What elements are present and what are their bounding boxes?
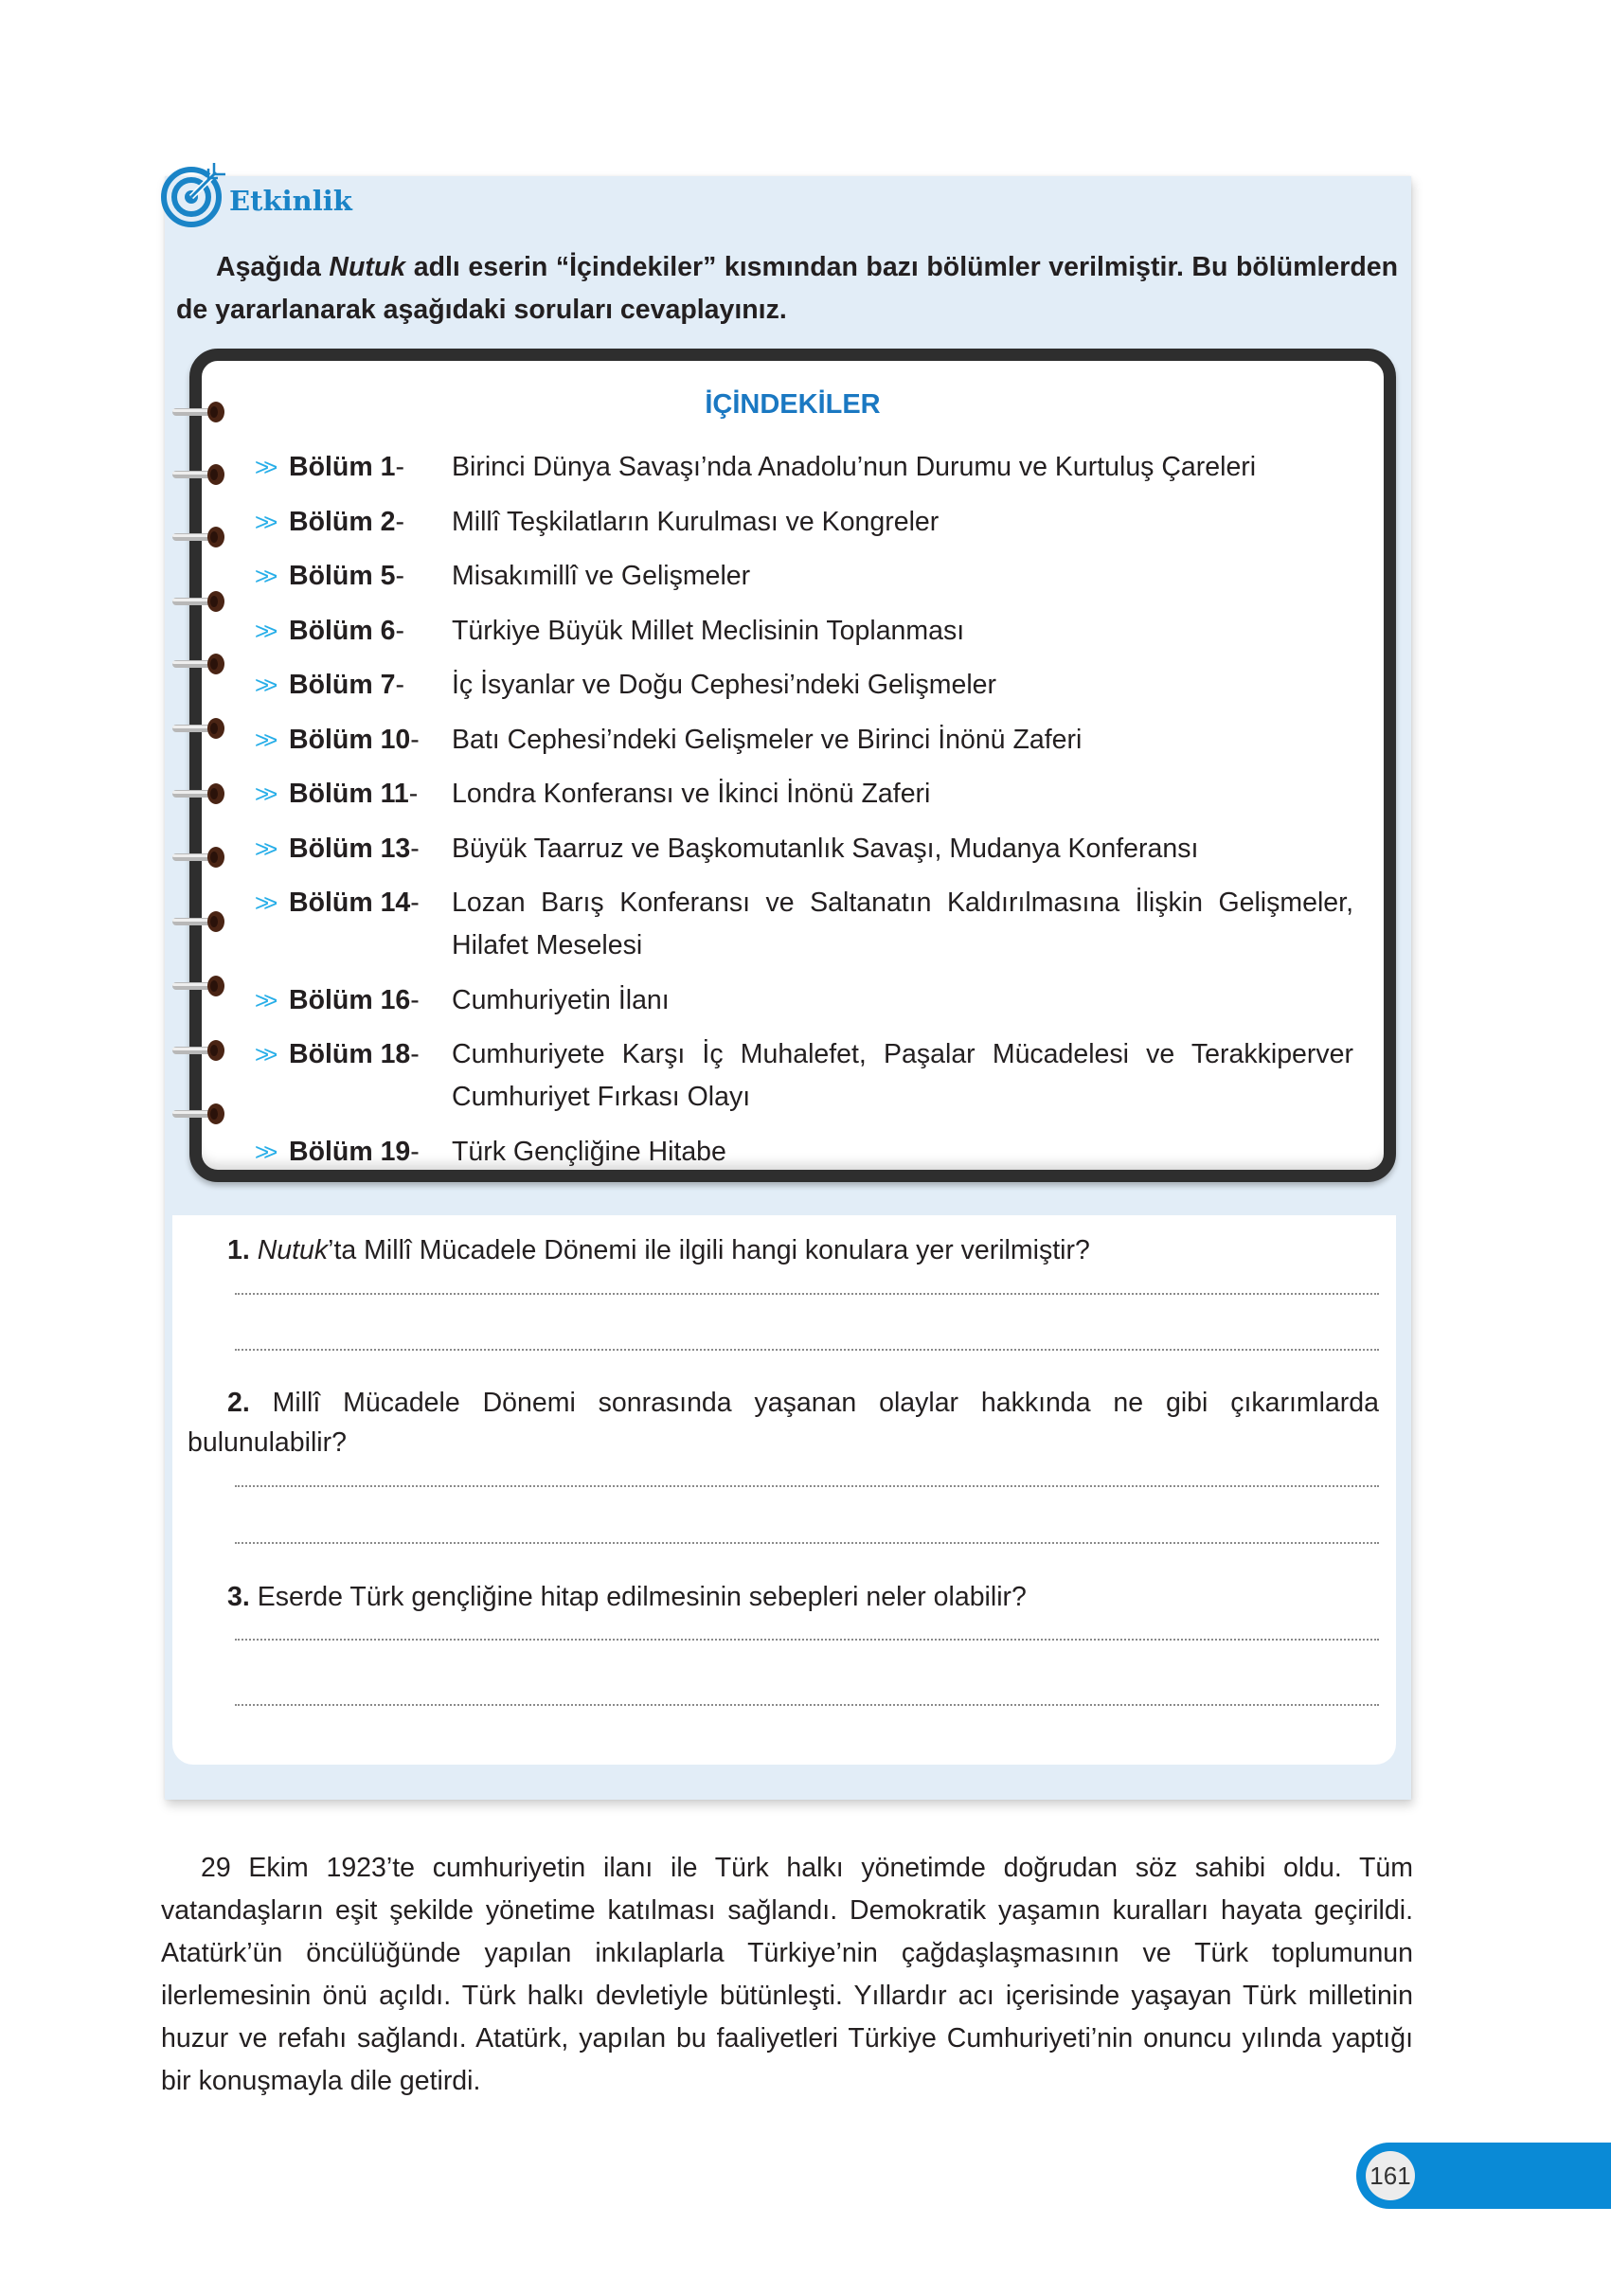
toc-item-title: Misakımillî ve Gelişmeler bbox=[452, 561, 751, 591]
question-italic: Nutuk bbox=[257, 1235, 329, 1265]
answer-line[interactable] bbox=[235, 1542, 1379, 1544]
answer-line[interactable] bbox=[235, 1639, 1379, 1641]
spiral-ring-icon bbox=[172, 400, 229, 424]
toc-title: İÇİNDEKİLER bbox=[705, 389, 881, 420]
spiral-ring-icon bbox=[172, 716, 229, 741]
answer-line[interactable] bbox=[235, 1704, 1379, 1706]
toc-item-number: Bölüm 19 bbox=[289, 1136, 411, 1167]
toc-item-number: Bölüm 5 bbox=[289, 561, 396, 591]
questions-area bbox=[172, 1215, 1396, 1765]
toc-item-title: Lozan Barış Konferansı ve Saltanatın Kaldırılmasına İlişkin Gelişmeler, Hilafet Meselesi bbox=[452, 888, 1353, 960]
activity-badge bbox=[159, 159, 352, 231]
toc-item: >> Bölüm 13- Büyük Taarruz ve Başkomutanlık Savaşı, Mudanya Konferansı bbox=[255, 828, 1353, 870]
toc-item-title: Büyük Taarruz ve Başkomutanlık Savaşı, Mudanya Konferansı bbox=[452, 833, 1199, 864]
toc-item-number: Bölüm 10 bbox=[289, 724, 411, 755]
toc-item-number: Bölüm 11 bbox=[289, 779, 409, 809]
spiral-ring-icon bbox=[172, 974, 229, 998]
intro-book-title: Nutuk bbox=[329, 252, 406, 282]
question-text: ’ta Millî Mücadele Dönemi ile ilgili hangi konulara yer verilmiştir? bbox=[328, 1235, 1090, 1265]
question-2 bbox=[188, 1383, 1379, 1462]
toc-item: >> Bölüm 1- Birinci Dünya Savaşı’nda Anadolu’nun Durumu ve Kurtuluş Çareleri bbox=[255, 446, 1353, 489]
double-chevron-icon: >> bbox=[255, 671, 273, 699]
spiral-ring-icon bbox=[172, 909, 229, 934]
question-text: Eserde Türk gençliğine hitap edilmesinin sebepleri neler olabilir? bbox=[249, 1582, 1027, 1612]
toc-item-title: Cumhuriyete Karşı İç Muhalefet, Paşalar Mücadelesi ve Terakkiperver Cumhuriyet Fırkası Olayı bbox=[452, 1039, 1353, 1112]
toc-item: >> Bölüm 16- Cumhuriyetin İlanı bbox=[255, 979, 1353, 1022]
toc-item-title: Millî Teşkilatların Kurulması ve Kongreler bbox=[452, 506, 940, 537]
toc-item: >> Bölüm 10- Batı Cephesi’ndeki Gelişmeler ve Birinci İnönü Zaferi bbox=[255, 719, 1353, 762]
double-chevron-icon: >> bbox=[255, 888, 273, 917]
spiral-ring-icon bbox=[172, 462, 229, 487]
toc-item: >> Bölüm 5- Misakımillî ve Gelişmeler bbox=[255, 555, 1353, 598]
spiral-ring-icon bbox=[172, 781, 229, 806]
toc-item-title: Türkiye Büyük Millet Meclisinin Toplanması bbox=[452, 615, 965, 646]
toc-item: >> Bölüm 2- Millî Teşkilatların Kurulması ve Kongreler bbox=[255, 501, 1353, 544]
spiral-ring-icon bbox=[172, 845, 229, 870]
toc-item-number: Bölüm 16 bbox=[289, 984, 411, 1015]
answer-line[interactable] bbox=[235, 1485, 1379, 1487]
question-1 bbox=[188, 1230, 1379, 1270]
toc-list bbox=[255, 446, 1353, 1185]
toc-item: >> Bölüm 18- Cumhuriyete Karşı İç Muhalefet, Paşalar Mücadelesi ve Terakkiperver Cumhuriyet Fırkası Olayı bbox=[255, 1033, 1353, 1119]
spiral-ring-icon bbox=[172, 652, 229, 676]
double-chevron-icon: >> bbox=[255, 780, 273, 808]
toc-item: >> Bölüm 11- Londra Konferansı ve İkinci İnönü Zaferi bbox=[255, 773, 1353, 816]
spiral-ring-icon bbox=[172, 1038, 229, 1063]
toc-item-number: Bölüm 1 bbox=[289, 452, 396, 482]
answer-line[interactable] bbox=[235, 1349, 1379, 1351]
double-chevron-icon: >> bbox=[255, 985, 273, 1014]
double-chevron-icon: >> bbox=[255, 834, 273, 863]
double-chevron-icon: >> bbox=[255, 562, 273, 590]
activity-instructions bbox=[176, 246, 1398, 332]
spiral-ring-icon bbox=[172, 525, 229, 549]
toc-item-number: Bölüm 13 bbox=[289, 833, 411, 864]
target-icon bbox=[159, 159, 231, 231]
toc-item-title: İç İsyanlar ve Doğu Cephesi’ndeki Gelişmeler bbox=[452, 670, 997, 700]
body-paragraph-text: 29 Ekim 1923’te cumhuriyetin ilanı ile Türk halkı yönetimde doğrudan söz sahibi oldu. Tüm vatandaşların eşit şekilde yönetime katılması sağlandı. Demokratik yaşamın kuralları hayata geçirildi. Atatürk’ün öncülüğünde yapılan inkılaplarla Türkiye’nin çağdaşlaşmasının ve Türk toplumunun ilerlemesinin önü açıldı. Türk halkı devletiyle bütünleşti. Yıllardır acı içerisinde yaşayan Türk milletinin huzur ve refahı sağlandı. Atatürk, yapılan bu faaliyetleri Türkiye Cumhuriyeti’nin onuncu yılında yaptığı bir konuşmayla dile getirdi. bbox=[161, 1853, 1413, 2096]
double-chevron-icon: >> bbox=[255, 1040, 273, 1068]
toc-item: >> Bölüm 7- İç İsyanlar ve Doğu Cephesi’ndeki Gelişmeler bbox=[255, 664, 1353, 707]
double-chevron-icon: >> bbox=[255, 1137, 273, 1166]
spiral-ring-icon bbox=[172, 589, 229, 614]
answer-line[interactable] bbox=[235, 1293, 1379, 1295]
body-paragraph bbox=[161, 1847, 1413, 2103]
toc-item: >> Bölüm 14- Lozan Barış Konferansı ve Saltanatın Kaldırılmasına İlişkin Gelişmeler, Hilafet Meselesi bbox=[255, 882, 1353, 967]
double-chevron-icon: >> bbox=[255, 725, 273, 754]
toc-item-title: Londra Konferansı ve İkinci İnönü Zaferi bbox=[452, 779, 931, 809]
double-chevron-icon: >> bbox=[255, 507, 273, 536]
question-number: 1. bbox=[227, 1235, 250, 1265]
intro-text: Aşağıda bbox=[216, 252, 330, 282]
page-number: 161 bbox=[1366, 2151, 1415, 2200]
toc-item-number: Bölüm 18 bbox=[289, 1039, 411, 1069]
double-chevron-icon: >> bbox=[255, 616, 273, 645]
toc-item-number: Bölüm 6 bbox=[289, 615, 396, 646]
question-text: Millî Mücadele Dönemi sonrasında yaşanan olaylar hakkında ne gibi çıkarımlarda bulunulabilir? bbox=[188, 1388, 1379, 1458]
toc-item-title: Batı Cephesi’ndeki Gelişmeler ve Birinci İnönü Zaferi bbox=[452, 724, 1083, 755]
toc-notebook bbox=[189, 349, 1396, 1182]
toc-item: >> Bölüm 19- Türk Gençliğine Hitabe bbox=[255, 1131, 1353, 1174]
toc-item-title: Türk Gençliğine Hitabe bbox=[452, 1136, 726, 1167]
toc-item-title: Cumhuriyetin İlanı bbox=[452, 984, 670, 1015]
spiral-ring-icon bbox=[172, 1102, 229, 1126]
intro-text: adlı eserin “İçindekiler” kısmından bazı bölümler verilmiştir. Bu bölümlerden de yararlanarak aşağıdaki soruları cevaplayınız. bbox=[176, 252, 1398, 325]
question-number: 2. bbox=[227, 1388, 250, 1418]
toc-item-number: Bölüm 2 bbox=[289, 506, 396, 537]
double-chevron-icon: >> bbox=[255, 453, 273, 481]
toc-item: >> Bölüm 6- Türkiye Büyük Millet Meclisinin Toplanması bbox=[255, 610, 1353, 653]
toc-item-number: Bölüm 14 bbox=[289, 888, 411, 918]
activity-label: Etkinlik bbox=[229, 185, 352, 217]
question-number: 3. bbox=[227, 1582, 250, 1612]
question-3 bbox=[188, 1577, 1379, 1617]
toc-item-title: Birinci Dünya Savaşı’nda Anadolu’nun Durumu ve Kurtuluş Çareleri bbox=[452, 452, 1257, 482]
toc-item-number: Bölüm 7 bbox=[289, 670, 396, 700]
